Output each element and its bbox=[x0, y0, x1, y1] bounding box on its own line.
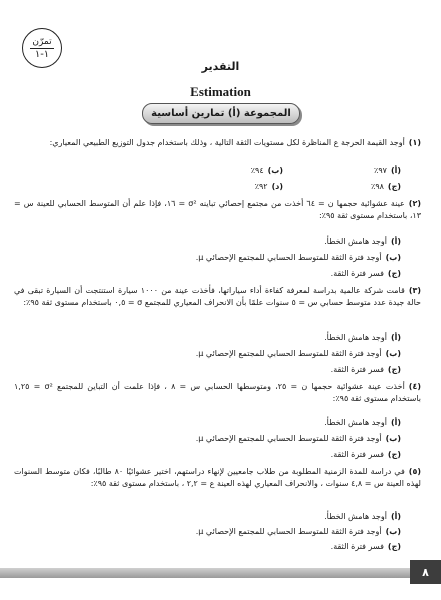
lesson-badge-number: ١-١ bbox=[34, 48, 50, 60]
part-c bbox=[331, 268, 401, 280]
option-value: ٩٧٪ bbox=[374, 166, 387, 175]
part-text: أوجد فترة الثقة للمتوسط الحسابي للمجتمع الإحصائي μ. bbox=[195, 349, 382, 358]
part-text: أوجد هامش الخطأ. bbox=[324, 237, 387, 246]
part-b bbox=[196, 348, 401, 360]
part-text: فسر فترة الثقة. bbox=[330, 450, 384, 459]
option-value: ٩٤٪ bbox=[250, 166, 264, 175]
part-a bbox=[324, 511, 401, 523]
part-label: (ج) bbox=[387, 542, 401, 551]
exercise-group-banner: المجموعة (أ) تمارين أساسية bbox=[142, 103, 300, 124]
question-text: عينة عشوائية حجمها ن = ٦٤ أخذت من مجتمع إحصائي تباينه σ² = ١٦، فإذا علم أن المتوسط الحسابي للعينة س = ١٣، باستخدام مستوى ثقة ٩٥٪: bbox=[14, 199, 421, 220]
part-label: (ج) bbox=[387, 269, 401, 278]
option-b bbox=[251, 165, 283, 177]
part-label: (ب) bbox=[385, 434, 401, 443]
part-label: (أ) bbox=[390, 333, 401, 342]
footer-bar bbox=[0, 568, 410, 578]
option-label: (ب) bbox=[267, 166, 283, 175]
part-label: (ج) bbox=[387, 450, 401, 459]
part-text: أوجد فترة الثقة للمتوسط الحسابي للمجتمع الإحصائي μ. bbox=[195, 253, 382, 262]
option-label: (ج) bbox=[387, 182, 401, 191]
part-label: (أ) bbox=[390, 512, 401, 521]
part-label: (ب) bbox=[385, 527, 401, 536]
part-text: فسر فترة الثقة. bbox=[330, 269, 384, 278]
lesson-title-english: Estimation bbox=[190, 84, 251, 99]
question-5 bbox=[14, 466, 421, 490]
question-text: أخذت عينة عشوائية حجمها ن = ٢٥، ومتوسطها الحسابي س = ٨ ، فإذا علمت أن التباين للمجتمع σ² = ١,٢٥ باستخدام مستوى ثقة ٩٥٪: bbox=[14, 382, 421, 403]
part-b bbox=[196, 433, 401, 445]
part-text: أوجد هامش الخطأ. bbox=[324, 418, 387, 427]
part-label: (ب) bbox=[385, 349, 401, 358]
question-text: في دراسة للمدة الزمنية المطلوبة من طلاب جامعيين لإنهاء دراستهم، اختير عشوائيًا ٨٠ طالبًا، فكان متوسط السنوات لهذه العينة س = ٤,٨ سنوات ، والانحراف المعياري لهذه العينة ع = ٢,٢ ، باستخدام مستوى ثقة ٩٥٪: bbox=[14, 467, 421, 488]
question-number: (٤) bbox=[408, 382, 421, 391]
question-2 bbox=[14, 198, 421, 222]
lesson-title-arabic: التقدير bbox=[201, 60, 240, 73]
question-number: (١) bbox=[408, 138, 421, 147]
part-label: (ج) bbox=[387, 365, 401, 374]
option-value: ٩٨٪ bbox=[371, 182, 384, 191]
question-4 bbox=[14, 381, 421, 405]
question-1 bbox=[14, 137, 421, 149]
part-a bbox=[324, 417, 401, 429]
part-b bbox=[196, 526, 401, 538]
question-3 bbox=[14, 285, 421, 309]
part-a bbox=[324, 236, 401, 248]
part-text: أوجد فترة الثقة للمتوسط الحسابي للمجتمع الإحصائي μ. bbox=[195, 527, 382, 536]
part-b bbox=[196, 252, 401, 264]
question-text: قامت شركة عالمية بدراسة لمعرفة كفاءة أداء سياراتها، فأخذت عينة من ١٠٠٠ سيارة استنتجت أن السيارة تبقى في حالة جيدة عدد متوسط حسابي س = ٥ سنوات علمًا بأن الانحراف المعياري للمجتمع σ = ٠,٥ باستخدام مستوى ثقة ٩٥٪: bbox=[14, 286, 421, 307]
question-number: (٢) bbox=[408, 199, 421, 208]
part-text: فسر فترة الثقة. bbox=[330, 542, 384, 551]
option-c bbox=[371, 181, 401, 193]
option-label: (أ) bbox=[390, 166, 401, 175]
question-number: (٥) bbox=[408, 467, 421, 476]
part-c bbox=[331, 541, 401, 553]
lesson-badge-label: تمرّن bbox=[32, 36, 52, 47]
part-label: (ب) bbox=[385, 253, 401, 262]
page-number: ٨ bbox=[410, 560, 441, 584]
option-a bbox=[374, 165, 401, 177]
part-label: (أ) bbox=[390, 418, 401, 427]
option-value: ٩٢٪ bbox=[254, 182, 268, 191]
part-c bbox=[331, 364, 401, 376]
option-d bbox=[255, 181, 283, 193]
option-label: (د) bbox=[271, 182, 283, 191]
part-text: أوجد هامش الخطأ. bbox=[324, 333, 387, 342]
question-number: (٣) bbox=[408, 286, 422, 295]
part-text: أوجد فترة الثقة للمتوسط الحسابي للمجتمع الإحصائي μ. bbox=[195, 434, 382, 443]
part-a bbox=[324, 332, 401, 344]
part-text: فسر فترة الثقة. bbox=[330, 365, 384, 374]
part-text: أوجد هامش الخطأ. bbox=[324, 512, 387, 521]
part-c bbox=[331, 449, 401, 461]
question-text: أوجد القيمة الحرجة ع المناظرة لكل مستويات الثقة التالية ، وذلك باستخدام جدول التوزيع الطبيعي المعياري: bbox=[49, 138, 405, 147]
part-label: (أ) bbox=[390, 237, 401, 246]
